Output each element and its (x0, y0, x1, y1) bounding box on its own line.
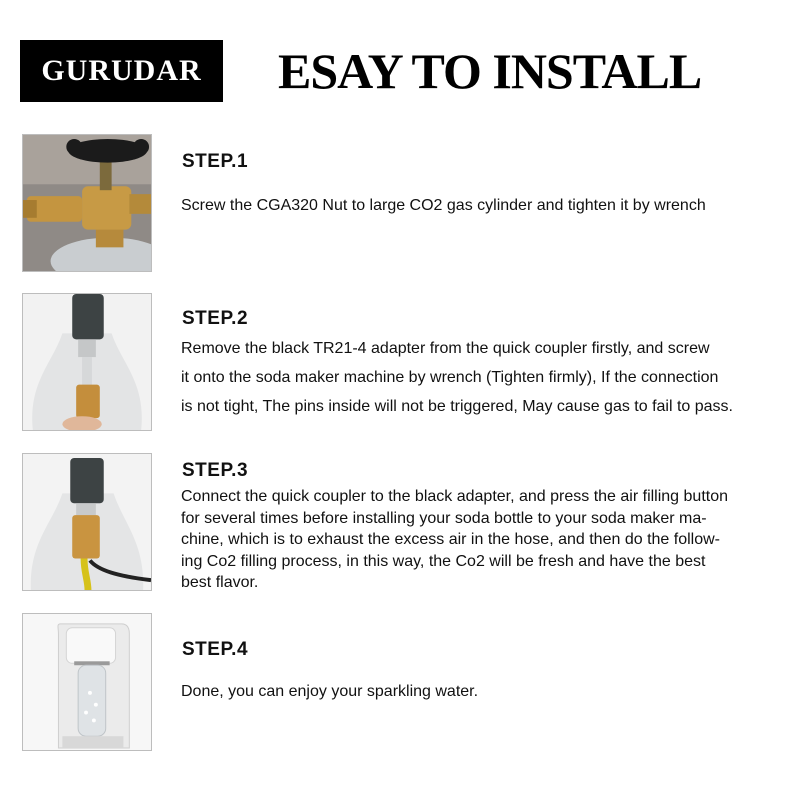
step-2-line: it onto the soda maker machine by wrench (Tighten firmly), If the connection (181, 369, 719, 386)
step-3-title: STEP.3 (182, 460, 249, 481)
step-3-line: for several times before installing your soda bottle to your soda maker ma- (181, 509, 707, 527)
step-4-photo-soda-maker (22, 613, 152, 751)
step-2-title: STEP.2 (182, 308, 249, 329)
step-3-description (181, 486, 728, 594)
step-3-line: chine, which is to exhaust the excess air in the hose, and then do the follow- (181, 531, 720, 548)
step-1-photo-cylinder-valve (22, 134, 152, 272)
step-1-description (181, 197, 706, 215)
step-3-line: ing Co2 filling process, in this way, the Co2 will be fresh and have the best (181, 552, 706, 570)
step-4-title: STEP.4 (182, 639, 249, 660)
step-2-line: is not tight, The pins inside will not be triggered, May cause gas to fail to pass. (181, 398, 733, 415)
step-1-title: STEP.1 (182, 151, 249, 172)
step-3-photo-quick-coupler (22, 453, 152, 591)
step-4-description (181, 683, 478, 701)
step-3-line: Connect the quick coupler to the black adapter, and press the air filling button (181, 488, 729, 505)
page-title: ESAY TO INSTALL (278, 43, 702, 99)
step-4-line: Done, you can enjoy your sparkling water. (181, 683, 479, 700)
step-1-line: Screw the CGA320 Nut to large CO2 gas cylinder and tighten it by wrench (181, 197, 706, 214)
step-2-line: Remove the black TR21-4 adapter from the quick coupler firstly, and screw (181, 340, 710, 357)
step-3-line: best flavor. (181, 574, 259, 591)
step-2-photo-adapter (22, 293, 152, 431)
step-2-description (181, 334, 733, 421)
brand-name: GURUDAR (41, 54, 202, 87)
brand-logo (20, 40, 223, 102)
